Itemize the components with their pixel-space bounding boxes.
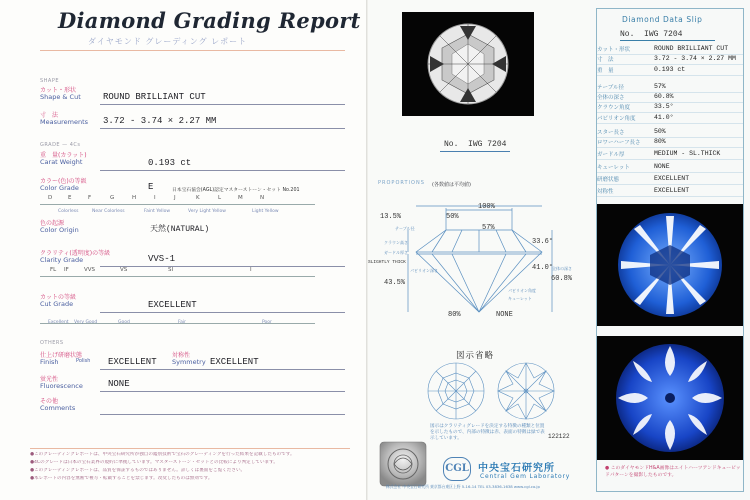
color-scale-letter: I: [154, 195, 156, 201]
hearts-pattern-image: [597, 336, 743, 460]
clarity-scale-grade: VVS: [84, 267, 96, 273]
diagram-label: クラウン高さ: [384, 240, 408, 245]
color-scale-letter: K: [196, 195, 200, 201]
slip-row: キューレット NONE: [597, 163, 743, 173]
measurements-label: 寸 法 Measurements: [40, 112, 89, 126]
comments-rule: [100, 414, 345, 415]
report-subtitle: ダイヤモンド グレーディング レポート: [88, 37, 248, 46]
color-scale-letter: L: [218, 195, 222, 201]
slip-row: 重 量 0.193 ct: [597, 66, 743, 76]
footnote: ●このグレーディングレポートは、中央宝石研究所が独自の鑑別技術で宝石のグレーディングを行った結果を記載したものです。: [30, 452, 295, 457]
pavilion-angle: 41.0°: [532, 264, 554, 272]
slip-row: クラウン角度 33.5°: [597, 103, 743, 113]
clarity-rule: [100, 266, 345, 267]
proportions-units-note: (各数値は平均値): [432, 182, 471, 188]
plot-title: 図示省略: [456, 351, 495, 361]
diagram-label: 全体の深さ: [552, 266, 572, 271]
slip-number-rule: [620, 40, 715, 41]
slip-row: 対称性 EXCELLENT: [597, 187, 743, 197]
footnote: ●4Cのグレードは日本の宝石業界の規約に準拠しています。マスターストーン・セットとの比較により判定しています。: [30, 460, 278, 465]
carat-label: 重 量(カラット) Carat Weight: [40, 152, 87, 166]
title-divider: [40, 50, 345, 51]
total-depth-pct: 60.8%: [551, 275, 573, 283]
color-scale-letter: G: [110, 195, 115, 201]
crown-angle: 33.6°: [532, 238, 554, 246]
serial-number: 122122: [548, 433, 570, 440]
clarity-label: クラリティ(透明度)の等級 Clarity Grade: [40, 250, 111, 264]
clarity-scale-grade: SI: [168, 267, 174, 273]
clarity-scale-grade: VS: [120, 267, 128, 273]
color-scale-letter: D: [48, 195, 53, 201]
cut-grade-value: EXCELLENT: [148, 300, 197, 310]
slip-row: ロワーハーフ長さ 80%: [597, 138, 743, 148]
clarity-scale-grade: I: [250, 267, 252, 273]
color-master-note: 日本宝石協会(AGL)認定マスターストーン・セット No.201: [172, 188, 300, 193]
measurements-value: 3.72 - 3.74 × 2.27 MM: [103, 116, 217, 126]
carat-rule: [100, 170, 345, 171]
diagram-label: テーブル径: [395, 226, 415, 231]
cut-scale-label: Poor: [262, 320, 272, 325]
slip-row: スター長さ 50%: [597, 128, 743, 138]
footnote: ●本レポートの内容を無断で複写・転載することを禁じます。改変したものは無効です。: [30, 476, 213, 481]
color-scale-label: Near Colorless: [92, 209, 125, 214]
diagram-label: ガードル厚さ: [384, 250, 408, 255]
color-value: E: [148, 182, 154, 192]
section-others: OTHERS: [40, 340, 64, 346]
lab-address: 株式会社 中央宝石研究所 東京都台東区上野 5-16-14 TEL 03-3836-1638 www.cgl.co.jp: [386, 484, 540, 489]
color-label: カラー(色)の等級 Color Grade: [40, 178, 87, 192]
crown-height-pct: 13.5%: [380, 213, 402, 221]
diamond-photo: [402, 12, 534, 116]
report-number-rule: [440, 151, 510, 152]
cut-scale-label: Excellent: [48, 320, 69, 325]
pavilion-depth-pct: 43.5%: [384, 279, 406, 287]
hologram-seal-icon: [378, 440, 428, 488]
color-scale-label: Light Yellow: [252, 209, 279, 214]
diagram-label: キューレット: [508, 296, 532, 301]
cut-scale-label: Very Good: [74, 320, 98, 325]
clarity-value: VVS-1: [148, 254, 176, 264]
symmetry-value: EXCELLENT: [210, 357, 259, 367]
slip-row: テーブル径 57%: [597, 83, 743, 93]
table-pct: 50%: [446, 213, 459, 221]
color-scale: [40, 196, 315, 205]
clarity-scale-grade: FL: [50, 267, 57, 273]
slip-row: 寸 法 3.72 - 3.74 × 2.27 MM: [597, 55, 743, 65]
lab-name-english: Central Gem Laboratory: [480, 473, 571, 480]
girdle-thickness: SLIGHTLY THICK: [368, 260, 406, 265]
color-scale-letter: E: [68, 195, 72, 201]
clarity-plot-diagram: [426, 360, 558, 422]
cut-grade-rule: [100, 312, 345, 313]
slip-title: Diamond Data Slip: [622, 15, 703, 24]
color-scale-label: Colorless: [58, 209, 79, 214]
diagram-label: パビリオン角度: [508, 288, 536, 293]
hearts-arrows-bottom-photo: [597, 336, 743, 460]
culet-value: NONE: [496, 311, 513, 319]
proportions-label: PROPORTIONS: [378, 180, 425, 186]
color-origin-label: 色の起源 Color Origin: [40, 220, 79, 234]
carat-value: 0.193 ct: [148, 158, 192, 168]
finish-label: 仕上げ研磨状態 Finish: [40, 352, 83, 366]
shape-cut-rule: [100, 104, 345, 105]
footnote: ●このグレーディングレポートは、品質を保証するものではありません。詳しくは裏面をご覧ください。: [30, 468, 246, 473]
shape-cut-label: カット・形状 Shape & Cut: [40, 87, 81, 101]
slip-number: No. IWG 7204: [620, 30, 683, 39]
color-scale-letter: J: [174, 195, 176, 201]
slip-row: パビリオン角度 41.0°: [597, 114, 743, 124]
color-origin-value: 天然(NATURAL): [150, 225, 210, 234]
slip-row: 研磨状態 EXCELLENT: [597, 175, 743, 185]
clarity-scale-grade: IF: [64, 267, 69, 273]
diagram-label: パビリオン深さ: [410, 268, 438, 273]
cut-scale-label: Good: [118, 320, 130, 325]
cut-grade-label: カットの等級 Cut Grade: [40, 294, 76, 308]
comments-label: その他 Comments: [40, 398, 76, 412]
fluorescence-value: NONE: [108, 379, 130, 389]
cut-scale-label: Fair: [178, 320, 187, 325]
clarity-scale: [40, 268, 315, 277]
color-scale-letter: H: [132, 195, 137, 201]
footnote-divider: [30, 448, 350, 449]
polish-value: EXCELLENT: [108, 357, 157, 367]
slip-footnote: ● このダイヤモンドH&A画像はエイトハーツアンドキューピッドパターンを撮影したものです。: [605, 466, 741, 478]
color-scale-label: Faint Yellow: [144, 209, 171, 214]
color-scale-letter: M: [238, 195, 243, 201]
symmetry-label: 対称性 Symmetry: [172, 352, 206, 366]
color-scale-letter: F: [88, 195, 92, 201]
lab-name-japanese: 中央宝石研究所: [478, 463, 555, 474]
color-scale-label: Very Light Yellow: [188, 209, 226, 214]
plot-legend-note: 図示はクラリティグレードを決定する特徴の種類と位置を示したもので、内部の特徴は赤、表面の特徴は緑で表示しています。: [430, 424, 545, 441]
slip-row: ガードル厚 MEDIUM - SL.THICK: [597, 150, 743, 160]
section-4c: GRADE — 4Cs: [40, 142, 81, 148]
measurements-rule: [100, 128, 345, 129]
section-shape: SHAPE: [40, 78, 60, 84]
total-width-pct: 100%: [478, 203, 495, 211]
fluorescence-label: 蛍光性 Fluorescence: [40, 376, 83, 390]
report-title: Diamond Grading Report: [58, 8, 361, 33]
slip-row: カット・形状 ROUND BRILLIANT CUT: [597, 45, 743, 55]
report-number: No. IWG 7204: [444, 140, 507, 149]
diamond-face-up-image: [402, 12, 534, 116]
color-scale-letter: N: [260, 195, 265, 201]
hearts-arrows-top-photo: [597, 204, 743, 326]
fluorescence-rule: [100, 391, 345, 392]
finish-rule: [100, 369, 345, 370]
lower-half-pct: 80%: [448, 311, 461, 319]
slip-row: 全体の深さ 60.8%: [597, 93, 743, 103]
star-length-pct: 57%: [482, 224, 495, 232]
shape-cut-value: ROUND BRILLIANT CUT: [103, 92, 206, 102]
arrows-pattern-image: [597, 204, 743, 326]
cgl-logo: CGL: [443, 457, 471, 481]
polish-label: Polish: [76, 358, 91, 364]
